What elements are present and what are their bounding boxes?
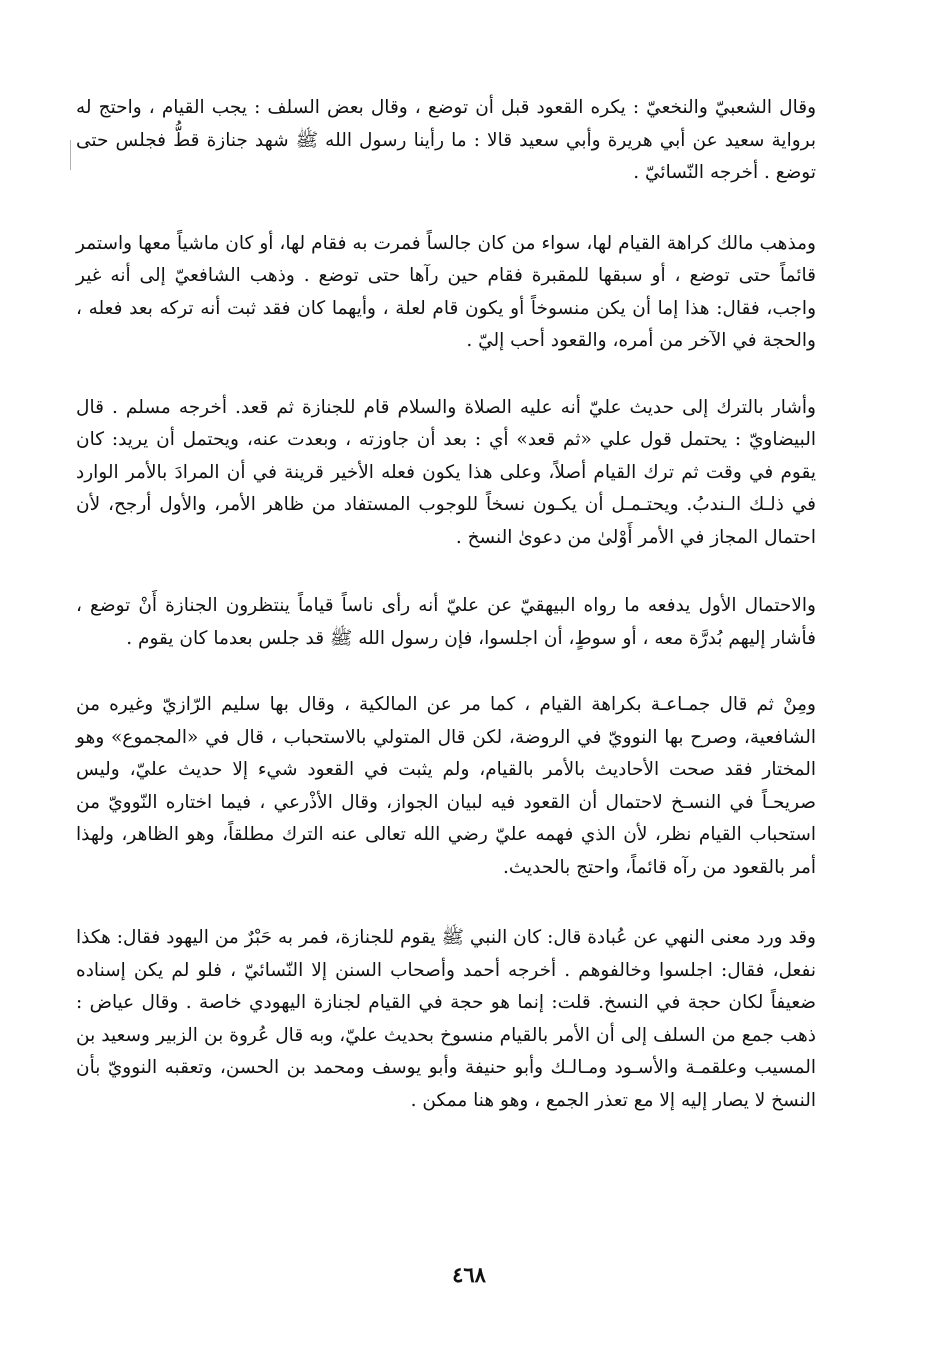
paragraph-1: وقال الشعبيّ والنخعيّ : يكره القعود قبل أن توضع ، وقال بعض السلف : يجب القيام ، واحتج له برواية سعيد عن أبي هريرة وأبي سعيد قالا : ما رأينا رسول الله ﷺ شهد جنازة قطُّ فجلس حتى توضع . أخرجه النّسائيّ . xyxy=(76,97,816,183)
page-number: ٤٦٨ xyxy=(452,1262,486,1287)
page-body xyxy=(76,92,816,1151)
paragraph-5: ومِنْ ثم قال جمـاعـة بكراهة القيام ، كما مر عن المالكية ، وقال بها سليم الرّازيّ وغيره من الشافعية، وصرح بها النوويّ في الروضة، لكن قال المتولي بالاستحباب ، قال في «المجموع» وهو المختار فقد صحت الأحاديث بالأمر بالقيام، ولم يثبت في القعود شيء إلا حديث عليّ، وليس صريحـاً في النسـخ لاحتمال أن القعود فيه لبيان الجواز، وقال الأذْرعي ، فيما اختاره النّوويّ من استحباب القيام نظر، لأن الذي فهمه عليّ رضي الله تعالى عنه الترك مطلقاً، وهو الظاهر، ولهذا أمر بالقعود من رآه قائماً، واحتج بالحديث. xyxy=(76,694,816,878)
margin-rule xyxy=(70,140,71,170)
paragraph-3: وأشار بالترك إلى حديث عليّ أنه عليه الصلاة والسلام قام للجنازة ثم قعد. أخرجه مسلم . قال البيضاويّ : يحتمل قول علي «ثم قعد» أي : بعد أن جاوزته ، وبعدت عنه، ويحتمل أن يريد: كان يقوم في وقت ثم ترك القيام أصلاً، وعلى هذا يكون فعله الأخير قرينة في أن المرادَ بالأمر الوارد في ذلـك الـندبُ. ويحتـمـل أن يكـون نسخاً للوجوب المستفاد من ظاهر الأمر، والأول أرجح، لأن احتمال المجاز في الأمر أَوْلىٰ من دعوىٰ النسخ . xyxy=(76,396,816,548)
paragraph-6: وقد ورد معنى النهي عن عُبادة قال: كان النبي ﷺ يقوم للجنازة، فمر به حَبْرٌ من اليهود فقال: هكذا نفعل، فقال: اجلسوا وخالفوهم . أخرجه أحمد وأصحاب السنن إلا النّسائيّ ، فلو لم يكن إسناده ضعيفاً لكان حجة في النسخ. قلت: إنما هو حجة في القيام لجنازة اليهودي خاصة . وقال عياض : ذهب جمع من السلف إلى أن الأمر بالقيام منسوخ بحديث عليّ، وبه قال عُروة بن الزبير وسعيد بن المسيب وعلقمـة والأسـود ومـالـك وأبو حنيفة وأبو يوسف ومحمد بن الحسن، وتعقبه النوويّ بأن النسخ لا يصار إليه إلا مع تعذر الجمع ، وهو هنا ممكن . xyxy=(76,927,816,1111)
paragraph-2: ومذهب مالك كراهة القيام لها، سواء من كان جالساً فمرت به فقام لها، أو كان ماشياً معها واستمر قائماً حتى توضع ، أو سبقها للمقبرة فقام حين رآها حتى توضع . وذهب الشافعيّ إلى أنه غير واجب، فقال: هذا إما أن يكن منسوخاً أو يكون قام لعلة ، وأيهما كان فقد ثبت أنه تركه بعد فعله ، والحجة في الآخر من أمره، والقعود أحب إليّ . xyxy=(76,232,816,351)
paragraph-4: والاحتمال الأول يدفعه ما رواه البيهقيّ عن عليّ أنه رأى ناساً قياماً ينتظرون الجنازة أَنْ توضع ، فأشار إليهم بُدرَّة معه ، أو سوطٍ، أن اجلسوا، فإن رسول الله ﷺ قد جلس بعدما كان يقوم . xyxy=(76,595,816,649)
